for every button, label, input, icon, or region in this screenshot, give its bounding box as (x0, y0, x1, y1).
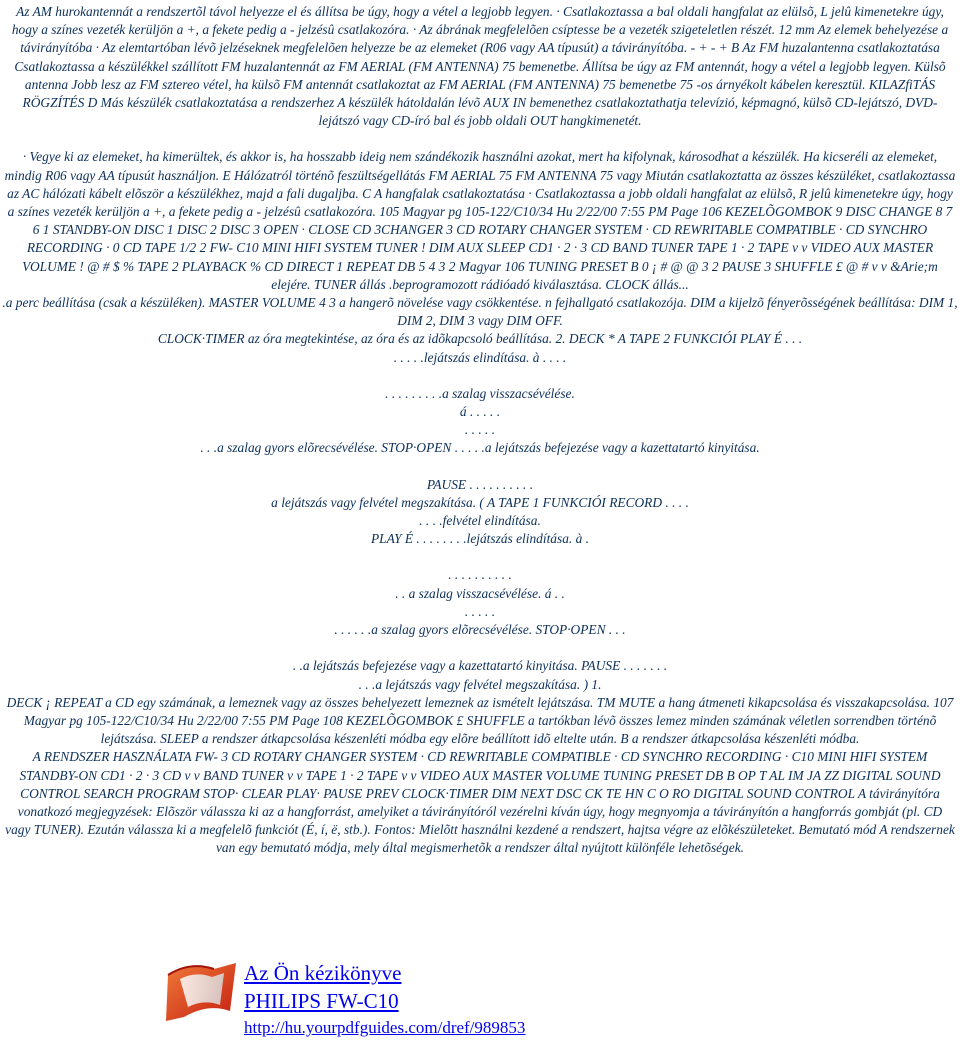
text-line: a lejátszás vagy felvétel megszakítása. ( A TAPE 1 FUNKCIÓI RECORD . . . . (271, 494, 689, 510)
paragraph-lines-2 (0, 385, 960, 458)
product-link[interactable]: PHILIPS FW-C10 (244, 989, 399, 1013)
spacer (0, 639, 960, 657)
spacer (0, 130, 960, 148)
text-line: . . . . . . . . .a szalag visszacsévélése. (385, 385, 575, 401)
text-line: CLOCK·TIMER az óra megtekintése, az óra és az idõkapcsoló beállítása. 2. DECK * A TAPE 2 FUNKCIÓI PLAY É . . . (157, 331, 803, 347)
text-line: . . . . .lejátszás elindítása. à . . . . (393, 349, 567, 365)
text-line: . . . . . . . . . . (448, 567, 512, 583)
text-line: . .a lejátszás befejezése vagy a kazettatartó kinyitása. PAUSE . . . . . . . (292, 658, 668, 674)
text-line: PAUSE . . . . . . . . . . (426, 476, 534, 492)
paragraph-system-usage: A RENDSZER HASZNÁLATA FW- 3 CD ROTARY CHANGER SYSTEM · CD REWRITABLE COMPATIBLE · CD SYNCHRO RECORDING · C10 MINI HIFI SYSTEM STANDBY-ON CD1 · 2 · 3 CD v v BAND TUNER v v TAPE 1 · 2 TAPE v v VIDEO AUX MASTER VOLUME TUNING PRESET DB B OP T AL IM JA ZZ DIGITAL SOUND CONTROL SEARCH PROGRAM STOP· CLEAR PLAY· PAUSE PREV CLOCK·TIMER DIM NEXT DSC CK TE HN C O RO DIGITAL SOUND CONTROL A távirányítóra vonatkozó megjegyzések: Elõször válassza ki az a hangforrást, amelyiket a távirányítóról vezérelni kíván úgy, hogy megnyomja a távirányítón a hangforrás gombját (pl. CD vagy TUNER). Ezután válassza ki a megfelelõ funkciót (É, í, ë, stb.). Fontos: Mielõtt használni kezdené a rendszert, hajtsa végre az elõkészületeket. Bemutató mód A rendszernek van egy bemutató módja, mely által megismerhetõk a rendszer által nyújtott különféle lehetõségek. (5, 749, 955, 856)
spacer (0, 367, 960, 385)
footer-links (244, 959, 525, 1041)
text-line: . . . . . (464, 603, 496, 619)
manual-link[interactable]: Az Ön kézikönyve (244, 961, 402, 985)
text-line: . . . . . .a szalag gyors elõrecsévélése. STOP·OPEN . . . (334, 622, 626, 638)
paragraph-lines-4 (0, 566, 960, 639)
paragraph-controls: · Vegye ki az elemeket, ha kimerültek, és akkor is, ha hosszabb ideig nem szándékozik használni azokat, mert ha kifolynak, károsodhat a készülék. Ha kicseréli az elemeket, mindig R06 vagy AA típusút használjon. E Hálózatról történõ feszültségellátás FM AERIAL 75 FM ANTENNA 75 vagy Miután csatlakoztatta az összes készüléket, csatlakoztassa az AC hálózati kábelt elõször a készülékhez, majd a fali dugaljba. C A hangfalak csatlakoztatása · Csatlakoztassa a jobb oldali hangfalat az elülsõ, R jelû kimenetekre úgy, hogy a színes vezeték kerüljön a +, a fekete pedig a - jelzésû csatlakozóra. 105 Magyar pg 105-122/C10/34 Hu 2/22/00 7:55 PM Page 106 KEZELÕGOMBOK 9 DISC CHANGE 8 7 6 1 STANDBY-ON DISC 1 DISC 2 DISC 3 OPEN · CLOSE CD 3CHANGER 3 CD ROTARY CHANGER SYSTEM · CD REWRITABLE COMPATIBLE · CD SYNCHRO RECORDING · 0 CD TAPE 1/2 2 FW- C10 MINI HIFI SYSTEM TUNER ! DIM AUX SLEEP CD1 · 2 · 3 CD BAND TUNER TAPE 1 · 2 TAPE v v VIDEO AUX MASTER VOLUME ! @ # $ % TAPE 2 PLAYBACK % CD DIRECT 1 REPEAT DB 5 4 3 2 Magyar 106 TUNING PRESET B 0 ¡ # @ @ 3 2 PAUSE 3 SHUFFLE £ @ # v v &Arie;m elejére. TUNER állás .beprogramozott rádióadó kiválasztása. CLOCK állás... (4, 149, 956, 292)
text-line: . . .a lejátszás vagy felvétel megszakítása. ) 1. (358, 676, 602, 692)
text-line: á . . . . . (459, 404, 501, 420)
text-line: .a perc beállítása (csak a készüléken). MASTER VOLUME 4 3 a hangerõ növelése vagy csökkentése. n fejhallgató csatlakozója. DIM a kijelzõ fényerõsségének beállítása: DIM 1, DIM 2, DIM 3 vagy DIM OFF. (2, 295, 958, 329)
paragraph-deck-controls: DECK ¡ REPEAT a CD egy számának, a lemeznek vagy az összes behelyezett lemeznek az ismételt lejátszása. TM MUTE a hang átmeneti kikapcsolása és visszakapcsolása. 107 Magyar pg 105-122/C10/34 Hu 2/22/00 7:55 PM Page 108 KEZELÕGOMBOK £ SHUFFLE a tartókban lévõ összes lemez minden számának véletlen sorrendben történõ lejátszása. SLEEP a rendszer átkapcsolása készenléti módba egy elõre beállított idõ eltelte után. B a rendszer átkapcsolása készenléti módba. (6, 694, 954, 747)
book-logo-icon (160, 955, 244, 1029)
text-line: PLAY É . . . . . . . .lejátszás elindítása. à . (371, 531, 589, 547)
paragraph-lines-3 (0, 476, 960, 549)
text-line: . . . . . (464, 422, 496, 438)
spacer (0, 458, 960, 476)
text-line: . . a szalag visszacsévélése. á . . (395, 585, 565, 601)
spacer (0, 548, 960, 566)
paragraph-lines-5 (0, 657, 960, 693)
text-line: . . .a szalag gyors elõrecsévélése. STOP·OPEN . . . . .a lejátszás befejezése vagy a kazettatartó kinyitása. (200, 440, 760, 456)
url-link[interactable]: http://hu.yourpdfguides.com/dref/989853 (244, 1018, 526, 1037)
footer (152, 955, 612, 1055)
paragraph-lines-1 (0, 294, 960, 367)
paragraph-connections: Az AM hurokantennát a rendszertõl távol helyezze el és állítsa be úgy, hogy a vétel a legjobb legyen. · Csatlakoztassa a bal oldali hangfalat az elülsõ, L jelû kimenetekre úgy, hogy a színes vezeték kerüljön a +, a fekete pedig a - jelzésû csatlakozóra. · Az ábrának megfelelõen csíptesse be a vezeték szigeteletlen részét. 12 mm Az elemek behelyezése a távirányítóba · Az elemtartóban lévõ jelzéseknek megfelelõen helyezze be az elemeket (R06 vagy AA típusút) a távirányítóba. - + - + B Az FM huzalantenna csatlakoztatása Csatlakoztassa a készülékkel szállított FM huzalantennát az FM AERIAL (FM ANTENNA) 75 bemenetbe. Állítsa be úgy az FM antennát, hogy a vétel a legjobb legyen. Külsõ antenna Jobb lesz az FM sztereo vétel, ha külsõ FM antennát csatlakoztat az FM AERIAL (FM ANTENNA) 75 bemenetbe 75 -os árnyékolt kábelen keresztül. KILAZfiTÁS RÖGZÍTÉS D Más készülék csatlakoztatása a rendszerhez A készülék hátoldalán lévõ AUX IN bemenethez csatlakoztathatja televízió, képmagnó, külsõ CD-lejátszó, DVD-lejátszó vagy CD-író bal és jobb oldali OUT hangkimenetét. (11, 4, 949, 129)
text-line: . . . .felvétel elindítása. (419, 513, 541, 529)
